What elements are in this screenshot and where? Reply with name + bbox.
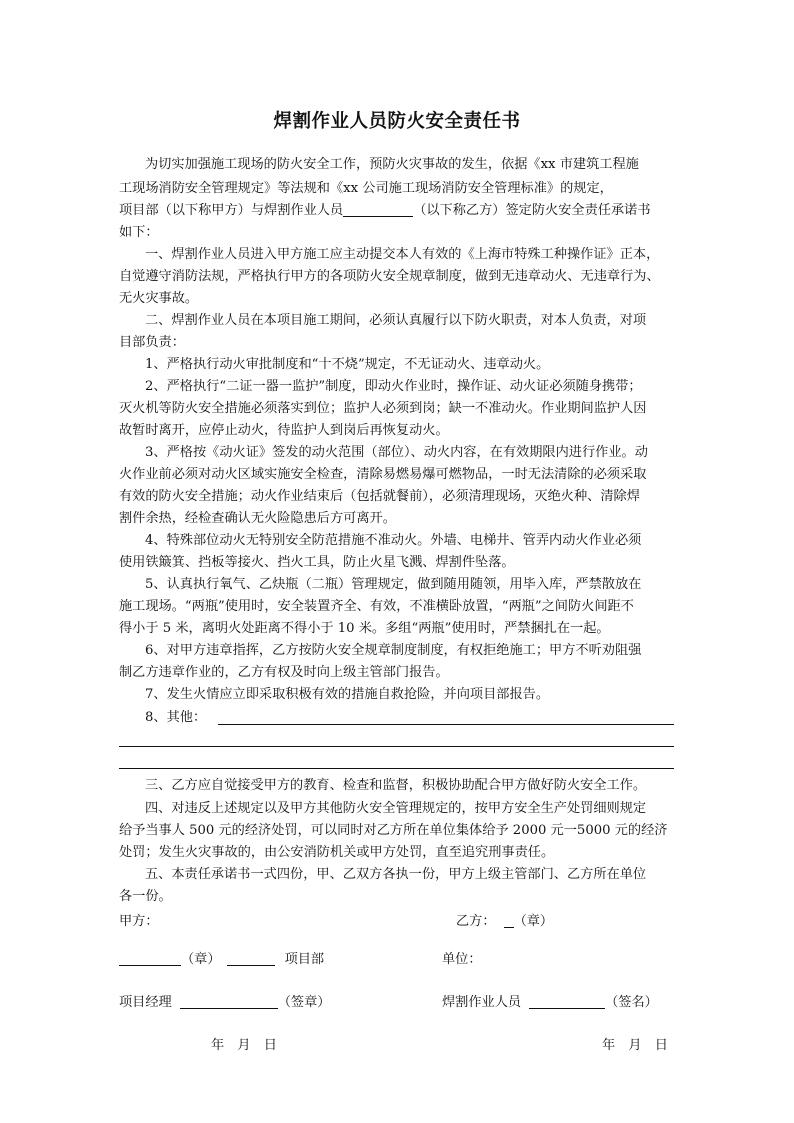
clause2-line-1: 二、焊割作业人员在本项目施工期间，必须认真履行以下防火职责，对本人负责，对项: [145, 313, 647, 328]
party-a-seal: （章）: [181, 952, 221, 967]
other-duties-blank-line-1[interactable]: [218, 724, 674, 725]
intro-line-3-end: （以下称乙方）签定防火安全责任承诺书: [413, 203, 651, 218]
party-a-seal-blank[interactable]: [119, 951, 181, 966]
duty-6-line-1: 6、对甲方违章指挥，乙方按防火安全规章制度制度，有权拒绝施工；甲方不听劝阻强: [145, 643, 642, 658]
clause4-line-2: 给予当事人 500 元的经济处罚，可以同时对乙方所在单位集体给予 2000 元一5000 元的经济: [119, 823, 668, 838]
duty-3-line-4: 割件余热，经检查确认无火险隐患后方可离开。: [119, 511, 396, 526]
project-dept-label: 项目部: [284, 952, 325, 967]
intro-line-4: 如下：: [119, 225, 159, 240]
date-left: 年 月 日: [211, 1038, 277, 1053]
duty-3-line-2: 火作业前必须对动火区域实施安全检查，清除易燃易爆可燃物品，一时无法清除的必须采取: [119, 467, 647, 482]
intro-line-1: 为切实加强施工现场的防火安全工作，预防火灾事故的发生，依据《xx 市建筑工程施: [145, 157, 639, 172]
project-manager-blank[interactable]: [180, 994, 278, 1009]
clause2-line-2: 目部负责：: [119, 335, 185, 350]
party-a-label: 甲方：: [119, 914, 159, 929]
party-a-seal-field: [119, 950, 324, 970]
intro-line-3-start: 项目部（以下称甲方）与焊割作业人员: [119, 203, 344, 218]
clause1-line-2: 自觉遵守消防法规，严格执行甲方的各项防火安全规章制度，做到无违章动火、无违章行为、: [119, 269, 660, 284]
welder-sign: （签名）: [605, 995, 658, 1010]
duty-8-label: 8、其他：: [145, 710, 207, 725]
duty-7: 7、发生火情应立即采取积极有效的措施自救抢险，并向项目部报告。: [145, 687, 550, 702]
intro-line-3: [119, 201, 651, 221]
party-b-blank[interactable]: [504, 913, 514, 928]
duty-2-line-2: 灭火机等防火安全措施必须落实到位；监护人必须到岗；缺一不准动火。作业期间监护人因: [119, 401, 647, 416]
clause5-line-1: 五、本责任承诺书一式四份，甲、乙双方各执一份，甲方上级主管部门、乙方所在单位: [145, 867, 647, 882]
duty-5-line-3: 得小于 5 米，离明火处距离不得小于 10 米。多组“两瓶”使用时，严禁捆扎在一起。: [119, 621, 610, 636]
clause4-line-1: 四、对违反上述规定以及甲方其他防火安全管理规定的，按甲方安全生产处罚细则规定: [145, 801, 647, 816]
intro-line-2: 工现场消防安全管理规定》等法规和《xx 公司施工现场消防安全管理标准》的规定，: [119, 181, 613, 196]
date-right: 年 月 日: [602, 1038, 668, 1053]
duty-4-line-1: 4、特殊部位动火无特别安全防范措施不准动火。外墙、电梯井、管弄内动火作业必须: [145, 533, 642, 548]
duty-6-line-2: 制乙方违章作业的，乙方有权及时向上级主管部门报告。: [119, 665, 449, 680]
duty-5-line-2: 施工现场。“两瓶”使用时，安全装置齐全、有效，不准横卧放置，“两瓶”之间防火间距不: [119, 599, 634, 614]
clause5-line-2: 各一份。: [119, 889, 172, 904]
welder-sign-blank[interactable]: [529, 994, 605, 1009]
project-manager-label: 项目经理: [119, 995, 172, 1010]
clause4-line-3: 处罚；发生火灾事故的，由公安消防机关或甲方处罚，直至追究刑事责任。: [119, 845, 555, 860]
party-b-label: 乙方：: [456, 914, 496, 929]
welder-sign-field: [442, 993, 658, 1013]
clause1-line-3: 无火灾事故。: [119, 291, 199, 306]
clause1-line-1: 一、焊割作业人员进入甲方施工应主动提交本人有效的《上海市特殊工种操作证》正本，: [145, 247, 660, 262]
duty-4-line-2: 使用铁簸箕、挡板等接火、挡火工具，防止火星飞溅、焊割件坠落。: [119, 555, 515, 570]
clause3: 三、乙方应自觉接受甲方的教育、检查和监督，积极协助配合甲方做好防火安全工作。: [145, 778, 647, 793]
project-dept-blank[interactable]: [227, 951, 275, 966]
project-manager-sign-seal: （签章）: [277, 995, 331, 1010]
project-manager-field: [119, 993, 331, 1013]
party-b-field: [456, 912, 553, 932]
other-duties-blank-line-3[interactable]: [119, 768, 674, 769]
duty-2-line-1: 2、严格执行“二证一器一监护”制度，即动火作业时，操作证、动火证必须随身携带；: [145, 379, 642, 394]
duty-5-line-1: 5、认真执行氧气、乙炔瓶（二瓶）管理规定，做到随用随领，用毕入库，严禁散放在: [145, 577, 642, 592]
duty-1: 1、严格执行动火审批制度和“十不烧”规定，不无证动火、违章动火。: [145, 357, 550, 372]
unit-label: 单位：: [442, 952, 482, 967]
duty-3-line-3: 有效的防火安全措施；动火作业结束后（包括就餐前），必须清理现场，灭绝火种、清除焊: [119, 489, 640, 504]
welder-name-blank[interactable]: [343, 202, 413, 217]
other-duties-blank-line-2[interactable]: [119, 746, 674, 747]
document-title: 焊割作业人员防火安全责任书: [273, 111, 521, 132]
duty-3-line-1: 3、严格按《动火证》签发的动火范围（部位）、动火内容，在有效期限内进行作业。动: [145, 445, 648, 460]
welder-label: 焊割作业人员: [442, 995, 522, 1010]
party-b-seal: （章）: [513, 914, 554, 929]
duty-2-line-3: 故暂时离开，应停止动火，待监护人到岗后再恢复动火。: [119, 423, 449, 438]
